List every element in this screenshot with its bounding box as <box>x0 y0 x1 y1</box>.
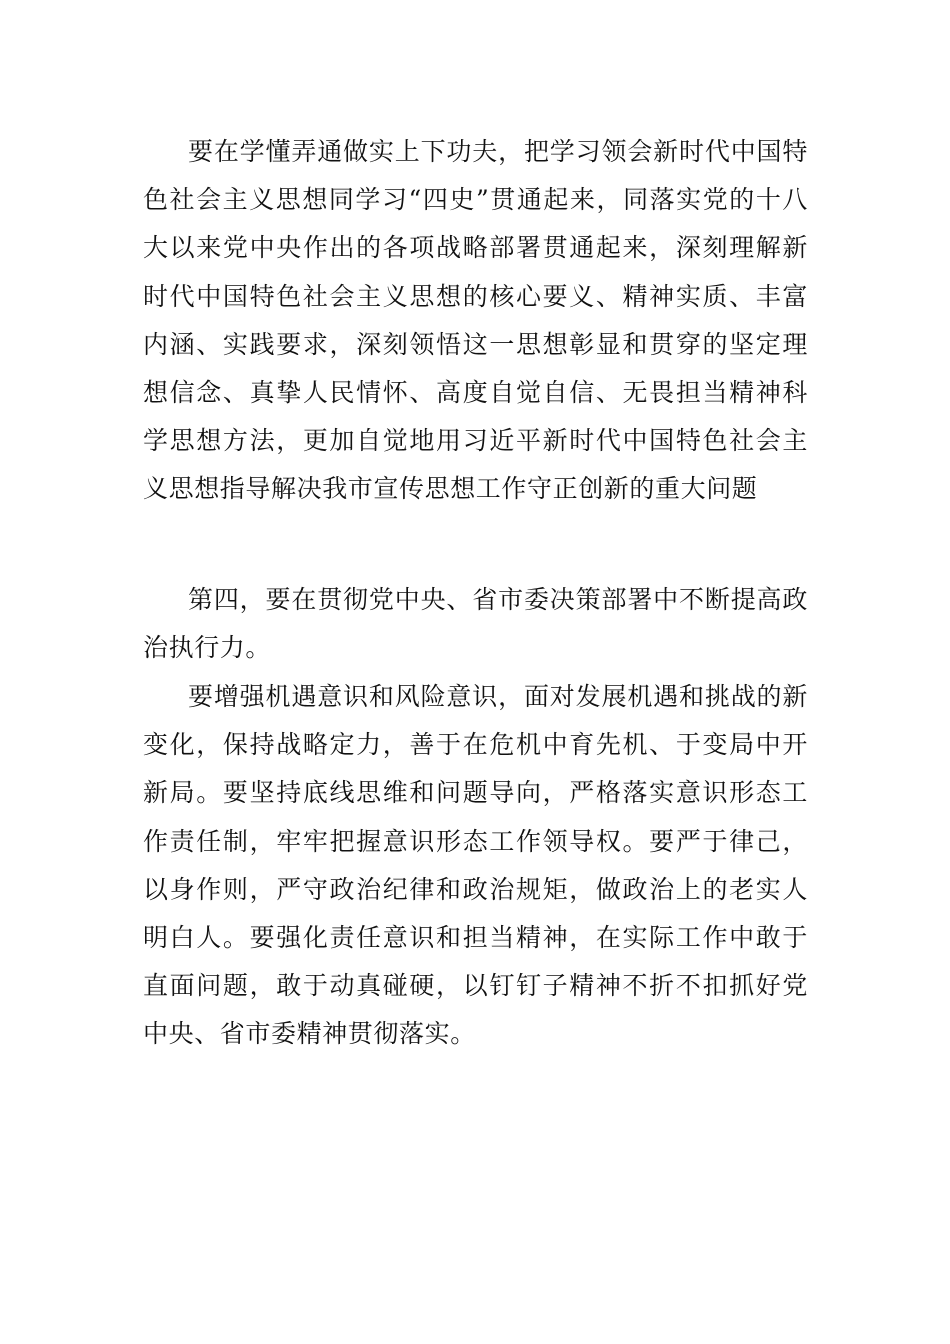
paragraph-block-heading-fourth <box>143 576 808 672</box>
section-heading-text: 第四，要在贯彻党中央、省市委决策部署中不断提高政治执行力。 <box>143 585 808 663</box>
paragraph-text: 要增强机遇意识和风险意识，面对发展机遇和挑战的新变化，保持战略定力，善于在危机中育先机、于变局中开新局。要坚持底线思维和问题导向，严格落实意识形态工作责任制，牢牢把握意识形态工作领导权。要严于律己，以身作则，严守政治纪律和政治规矩，做政治上的老实人明白人。要强化责任意识和担当精神，在实际工作中敢于直面问题，敢于动真碰硬，以钉钉子精神不折不扣抓好党中央、省市委精神贯彻落实。 <box>143 682 808 1049</box>
paragraph-block-study <box>143 128 808 514</box>
paragraph-block-execution <box>143 673 808 1059</box>
paragraph-text: 要在学懂弄通做实上下功夫，把学习领会新时代中国特色社会主义思想同学习“四史”贯通起来，同落实党的十八大以来党中央作出的各项战略部署贯通起来，深刻理解新时代中国特色社会主义思想的核心要义、精神实质、丰富内涵、实践要求，深刻领悟这一思想彰显和贯穿的坚定理想信念、真挚人民情怀、高度自觉自信、无畏担当精神科学思想方法，更加自觉地用习近平新时代中国特色社会主义思想指导解决我市宣传思想工作守正创新的重大问题 <box>143 137 808 504</box>
